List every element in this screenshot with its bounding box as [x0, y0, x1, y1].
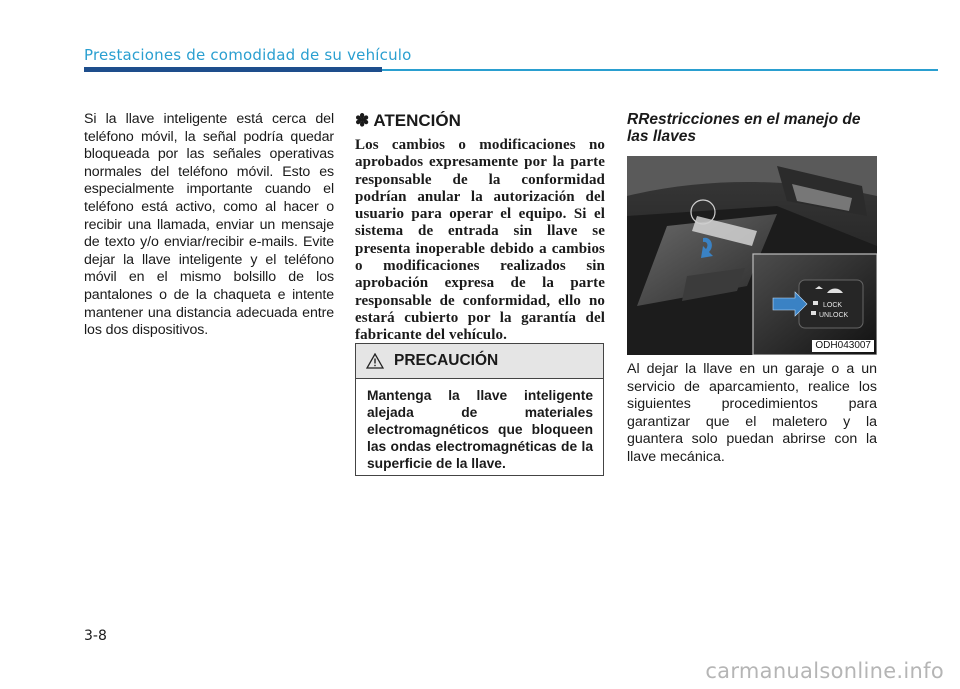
glovebox-illustration — [627, 156, 877, 355]
caution-box — [355, 343, 604, 476]
left-column-paragraph: Si la llave inteligente está cerca del teléfono móvil, la señal podría quedar bloqueada por las señales operativas normales del teléfono móvil. Esto es especialmente importante cuando el teléfono está activo, como al hacer o recibir una llamada, enviar un mensaje de texto y/o enviar/recibir e-mails. Evite dejar la llave inteligente y el teléfono móvil en el mismo bolsillo de los pantalones o de la chaqueta e intente mantener una distancia adecuada entre los dos dispositivos. — [84, 111, 334, 339]
key-restrictions-title: RRestricciones en el manejo de las llaves — [627, 111, 861, 145]
warning-triangle-icon — [366, 353, 384, 369]
key-restrictions-paragraph: Al dejar la llave en un garaje o a un servicio de aparcamiento, realice los siguientes procedimientos para garantizar que el maletero y la guantera solo puedan abrirse con la llave mecánica. — [627, 361, 877, 465]
caution-header — [356, 344, 603, 379]
page-number: 3-8 — [84, 628, 107, 644]
figure-code: ODH043007 — [812, 340, 874, 352]
caution-title: PRECAUCIÓN — [394, 352, 499, 369]
attention-block — [355, 111, 605, 345]
header-rule-dark — [84, 67, 382, 72]
attention-title: ✽ ATENCIÓN — [355, 111, 461, 130]
caution-body: Mantenga la llave inteligente alejada de materiales electromagnéticos que bloqueen las ondas electromagnéticas de la superficie de la llave. — [367, 388, 593, 471]
switch-lock-label: LOCK — [823, 302, 843, 309]
header-rule-light — [382, 69, 938, 71]
glovebox-lock-photo — [627, 156, 877, 355]
switch-unlock-label: UNLOCK — [819, 312, 849, 319]
section-header-title: Prestaciones de comodidad de su vehículo — [84, 46, 412, 64]
watermark: carmanualsonline.info — [705, 659, 944, 683]
right-column — [627, 111, 877, 465]
attention-body: Los cambios o modificaciones no aprobados expresamente por la parte responsable de la conformidad podrían anular la autorización del usuario para operar el equipo. Si el sistema de entrada sin llave se presenta inoperable debido a cambios o modificaciones realizados sin aprobación expresa de la parte responsable de conformidad, ello no estará cubierto por la garantía del fabricante del vehículo. — [355, 137, 605, 344]
